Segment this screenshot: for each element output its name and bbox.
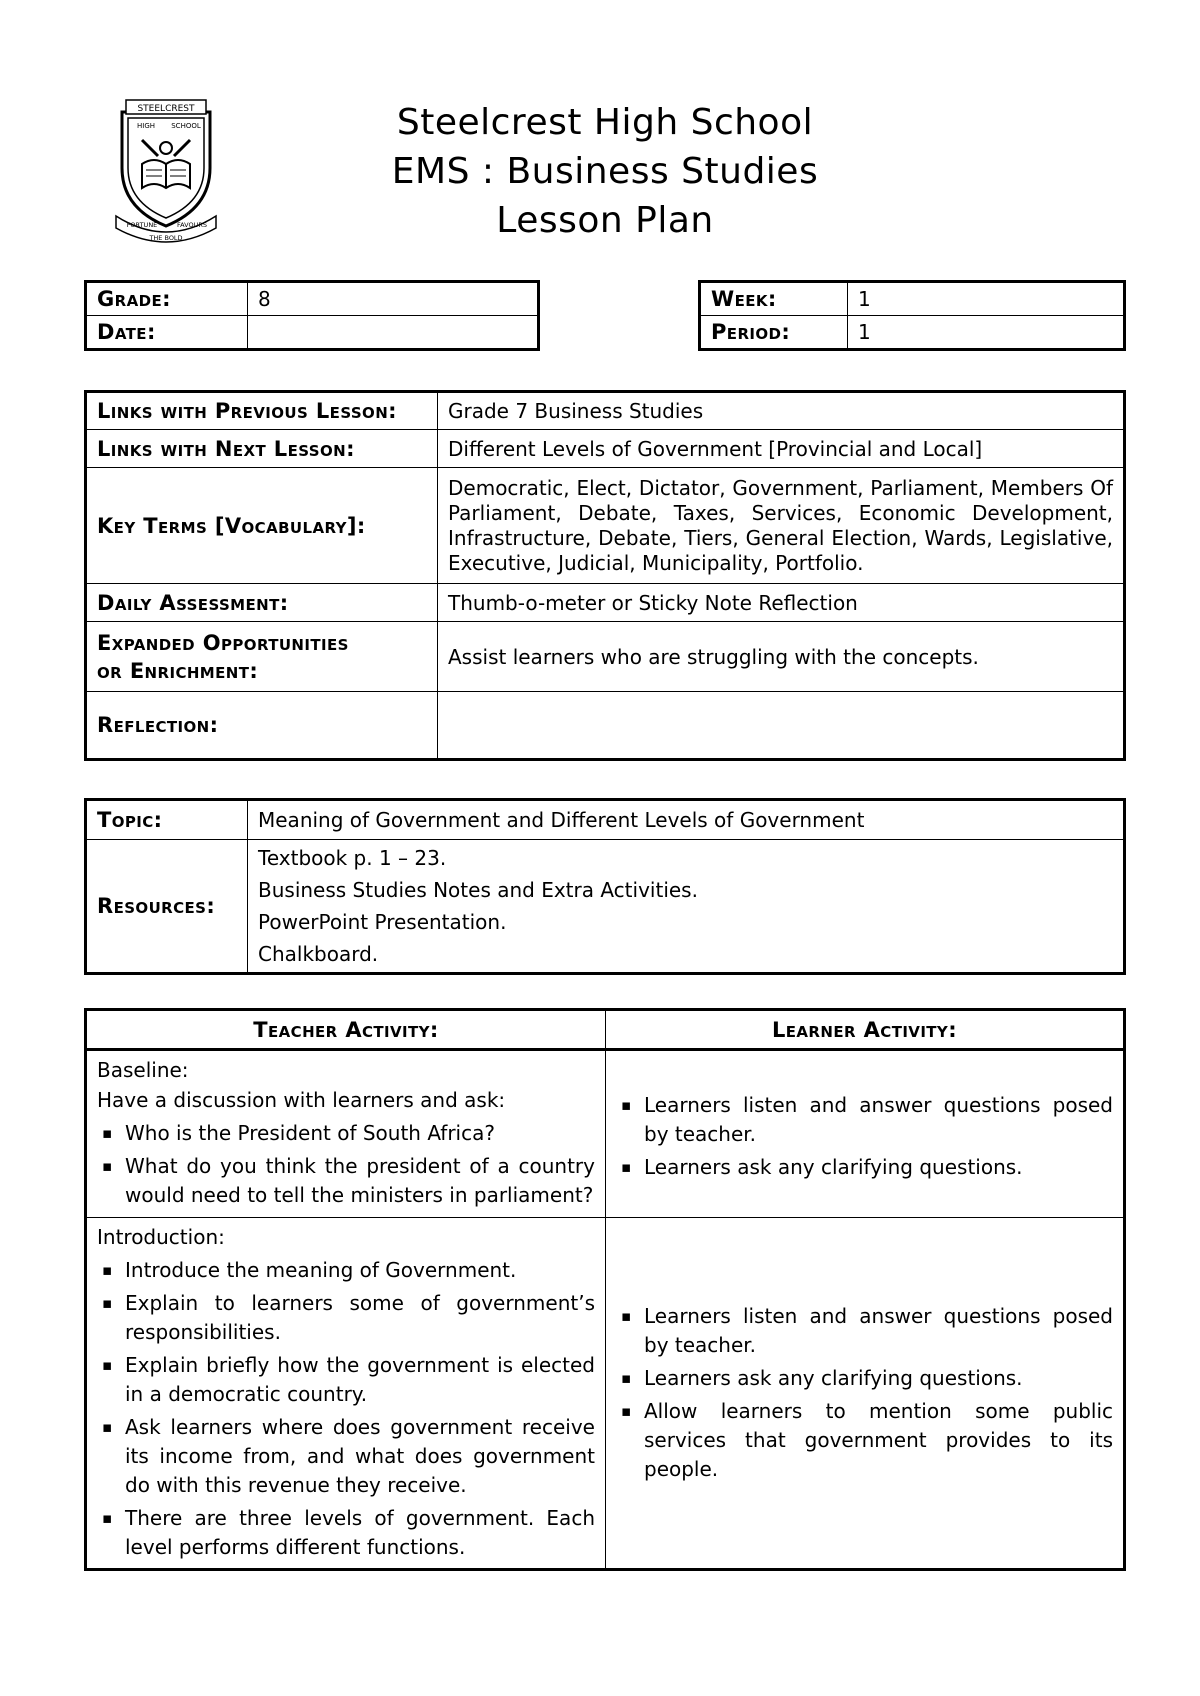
daily-assessment-value[interactable]: Thumb-o-meter or Sticky Note Reflection [438, 584, 1125, 622]
resources-list [248, 840, 1125, 974]
topic-label: Topic: [86, 800, 248, 840]
list-item: ▪ Explain to learners some of government’s responsibilities. [97, 1289, 595, 1347]
resource-item: Textbook p. 1 – 23. [258, 846, 447, 870]
daily-assessment-label: Daily Assessment: [86, 584, 438, 622]
intro-learner-list [616, 1302, 1113, 1484]
reflection-value[interactable] [438, 692, 1125, 760]
list-item: ▪ Explain briefly how the government is elected in a democratic country. [97, 1351, 595, 1409]
topic-value[interactable]: Meaning of Government and Different Levels of Government [248, 800, 1125, 840]
list-item: ▪ Learners listen and answer questions posed by teacher. [616, 1302, 1113, 1360]
intro-title: Introduction: [97, 1225, 225, 1249]
svg-text:THE BOLD: THE BOLD [149, 234, 183, 242]
resource-item: Business Studies Notes and Extra Activities. [258, 878, 698, 902]
links-next-label: Links with Next Lesson: [86, 430, 438, 468]
document-title-block [320, 98, 890, 245]
grade-value[interactable]: 8 [248, 282, 539, 316]
list-item: ▪ Who is the President of South Africa? [97, 1119, 595, 1148]
enrichment-label-line-2: or Enrichment: [97, 658, 259, 683]
week-period-table [698, 280, 1126, 351]
intro-learner-cell [606, 1218, 1125, 1570]
enrichment-value[interactable]: Assist learners who are struggling with the concepts. [438, 622, 1125, 692]
svg-text:HIGH: HIGH [136, 122, 156, 130]
school-name: Steelcrest High School [396, 102, 814, 143]
baseline-learner-list [616, 1091, 1113, 1182]
enrichment-label-line-1: Expanded Opportunities [97, 630, 349, 655]
week-label: Week: [700, 282, 848, 316]
baseline-learner-cell [606, 1050, 1125, 1218]
key-terms-label: Key Terms [Vocabulary]: [86, 468, 438, 584]
topic-resources-table [84, 798, 1126, 975]
links-next-value[interactable]: Different Levels of Government [Provincial and Local] [438, 430, 1125, 468]
date-label: Date: [86, 316, 248, 350]
list-item: ▪ What do you think the president of a country would need to tell the ministers in parliament? [97, 1152, 595, 1210]
baseline-title: Baseline: [97, 1058, 189, 1082]
list-item: ▪ Introduce the meaning of Government. [97, 1256, 595, 1285]
list-item: ▪ Allow learners to mention some public services that government provides to its people. [616, 1397, 1113, 1484]
links-previous-label: Links with Previous Lesson: [86, 392, 438, 430]
resource-item: PowerPoint Presentation. [258, 910, 507, 934]
baseline-teacher-cell [86, 1050, 606, 1218]
period-value[interactable]: 1 [848, 316, 1125, 350]
intro-teacher-list [97, 1256, 595, 1562]
period-label: Period: [700, 316, 848, 350]
baseline-intro: Have a discussion with learners and ask: [97, 1088, 506, 1112]
subject-name: EMS : Business Studies [391, 151, 819, 192]
grade-date-table [84, 280, 540, 351]
reflection-label: Reflection: [86, 692, 438, 760]
resources-label: Resources: [86, 840, 248, 974]
links-previous-value[interactable]: Grade 7 Business Studies [438, 392, 1125, 430]
svg-text:FAVOURS: FAVOURS [176, 221, 208, 229]
list-item: ▪ Learners ask any clarifying questions. [616, 1153, 1113, 1182]
list-item: ▪ Ask learners where does government receive its income from, and what does government do with this revenue they receive. [97, 1413, 595, 1500]
svg-text:STEELCREST: STEELCREST [137, 104, 195, 114]
baseline-teacher-list [97, 1119, 595, 1210]
key-terms-value[interactable]: Democratic, Elect, Dictator, Government, Parliament, Members Of Parliament, Debate, Taxes, Services, Economic Development, Infrastructure, Debate, Tiers, General Election, Wards, Legislative, Executive, Judicial, Municipality, Portfolio. [438, 468, 1125, 584]
enrichment-label [86, 622, 438, 692]
list-item: ▪ Learners listen and answer questions posed by teacher. [616, 1091, 1113, 1149]
svg-text:FORTUNE: FORTUNE [126, 221, 158, 229]
learner-activity-header: Learner Activity: [606, 1010, 1125, 1050]
lesson-links-table [84, 390, 1126, 761]
resource-item: Chalkboard. [258, 942, 379, 966]
school-crest-logo [112, 98, 220, 246]
intro-teacher-cell [86, 1218, 606, 1570]
grade-label: Grade: [86, 282, 248, 316]
week-value[interactable]: 1 [848, 282, 1125, 316]
document-type: Lesson Plan [496, 200, 714, 241]
activities-table [84, 1008, 1126, 1571]
list-item: ▪ Learners ask any clarifying questions. [616, 1364, 1113, 1393]
svg-text:SCHOOL: SCHOOL [171, 122, 201, 130]
teacher-activity-header: Teacher Activity: [86, 1010, 606, 1050]
list-item: ▪ There are three levels of government. Each level performs different functions. [97, 1504, 595, 1562]
date-value[interactable] [248, 316, 539, 350]
